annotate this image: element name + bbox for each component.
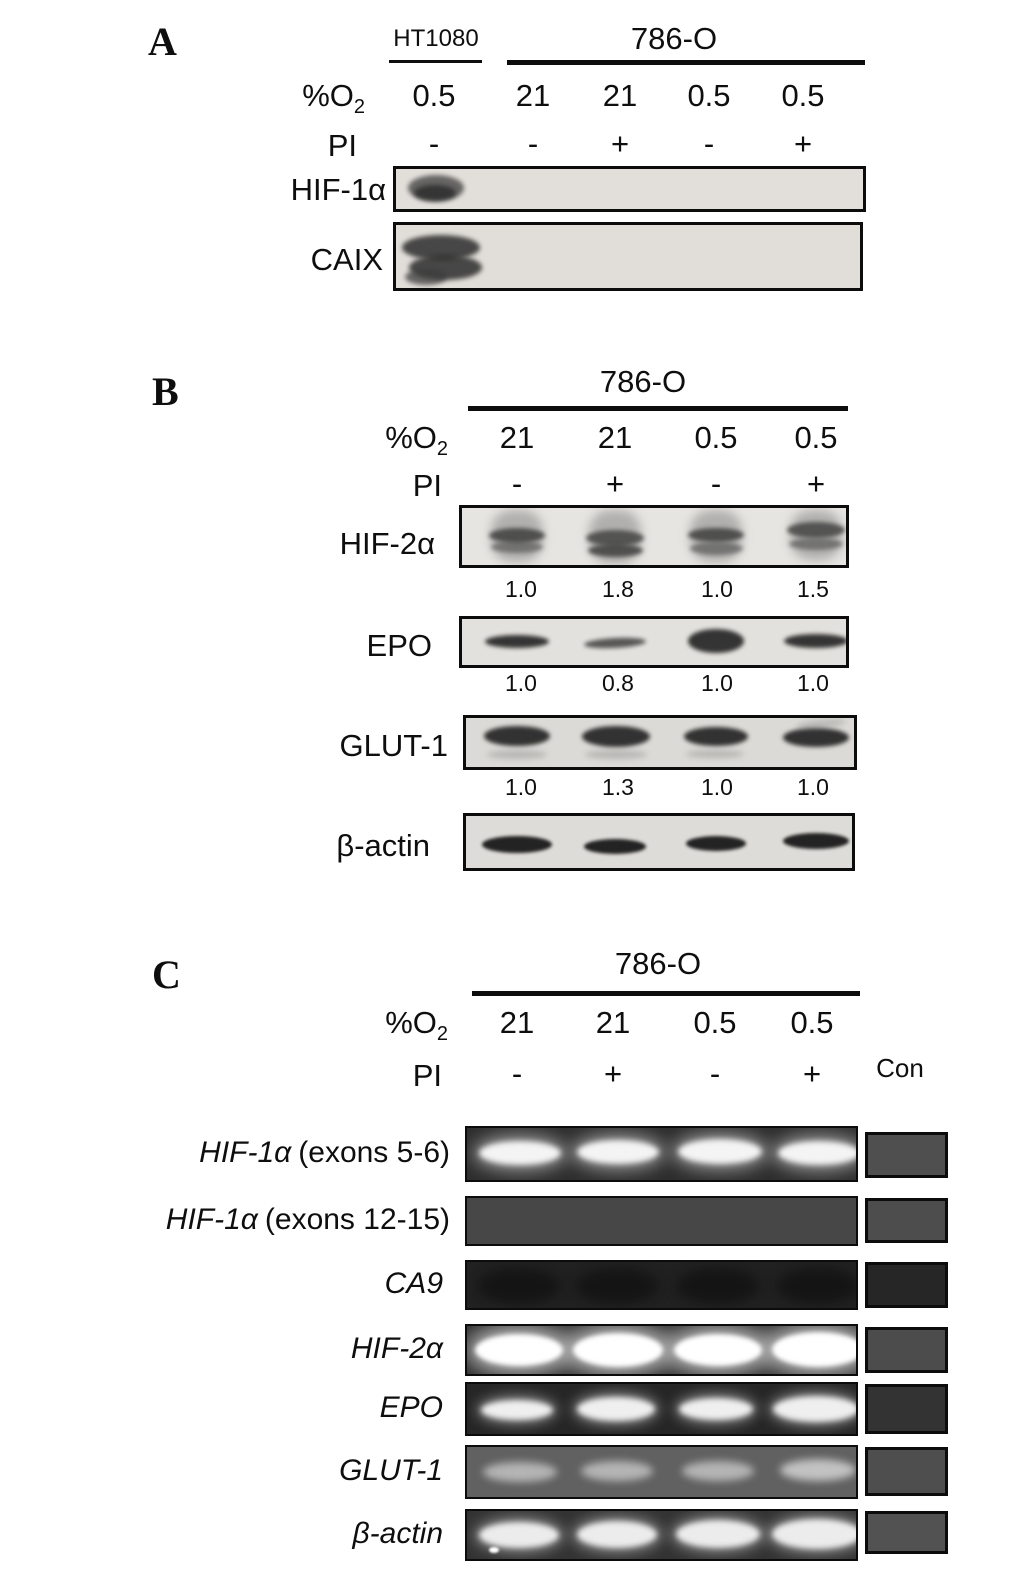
- quant-value: 1.0: [797, 670, 829, 696]
- gene-name: GLUT-1: [339, 1454, 443, 1487]
- o2-value: 0.5: [693, 1005, 737, 1040]
- cell-line-786o-b: 786-O: [599, 364, 687, 399]
- dna-band: [481, 1400, 553, 1420]
- dna-band: [780, 1459, 856, 1481]
- protein-band: [585, 750, 647, 759]
- quant-value: 1.0: [797, 774, 829, 800]
- gel-row-hif2a: [465, 1324, 858, 1376]
- o2-value: 21: [515, 78, 551, 113]
- dna-band: [679, 1398, 753, 1420]
- quant-value: 1.5: [797, 576, 829, 602]
- o2-value: 0.5: [781, 78, 825, 113]
- dna-band: [577, 1397, 655, 1421]
- 786o-underline-a: [507, 60, 865, 65]
- gene-suffix: (exons 12-15): [264, 1203, 450, 1236]
- quant-value: 1.0: [701, 774, 733, 800]
- pi-value: +: [793, 126, 813, 161]
- protein-band: [588, 544, 643, 557]
- pi-value: -: [709, 1056, 721, 1091]
- con-box: [865, 1327, 948, 1373]
- o2-subscript: 2: [436, 438, 448, 461]
- gel-row-hif1a-12-15: [465, 1196, 858, 1246]
- dna-band: [772, 1519, 858, 1549]
- pi-value: +: [610, 126, 630, 161]
- blot-label-epo: EPO: [366, 628, 432, 663]
- pi-value: -: [428, 126, 440, 161]
- pi-value: -: [511, 1056, 523, 1091]
- blot-label-hif2a: HIF-2α: [339, 526, 435, 561]
- con-box: [865, 1511, 948, 1554]
- 786o-underline-b: [468, 406, 848, 411]
- blot-label-bactin: β-actin: [336, 828, 430, 863]
- gel-label-glut1: [60, 1454, 450, 1487]
- cell-line-ht1080: HT1080: [393, 25, 479, 52]
- panel-c-label: C: [152, 952, 181, 997]
- gel-row-epo: [465, 1382, 858, 1436]
- pi-row-label-c: PI: [412, 1058, 442, 1093]
- o2-value: 0.5: [790, 1005, 834, 1040]
- blot-label-caix: CAIX: [310, 242, 383, 277]
- dna-band: [682, 1461, 754, 1481]
- gel-row-hif1a-5-6: [465, 1126, 858, 1182]
- o2-value: 0.5: [412, 78, 456, 113]
- dna-band: [676, 1520, 760, 1548]
- protein-band: [686, 750, 744, 758]
- dna-band: [773, 1396, 858, 1422]
- dna-band: [678, 1139, 762, 1164]
- protein-band: [690, 542, 743, 555]
- ht1080-underline: [389, 60, 482, 63]
- cell-line-786o-c: 786-O: [614, 946, 702, 981]
- protein-band: [487, 750, 547, 759]
- protein-band: [783, 833, 849, 849]
- o2-value: 0.5: [687, 78, 731, 113]
- panel-b-label: B: [152, 369, 179, 414]
- pi-value: -: [527, 126, 539, 161]
- con-lane-label: Con: [876, 1053, 924, 1083]
- dna-band: [479, 1141, 561, 1165]
- gene-name: HIF-1α: [165, 1203, 258, 1236]
- 786o-underline-c: [472, 991, 860, 996]
- gene-name: HIF-1α: [199, 1136, 292, 1169]
- gene-name: β-actin: [352, 1517, 443, 1550]
- protein-band: [688, 528, 744, 542]
- pi-value: -: [511, 466, 523, 501]
- western-blot-hif2a: [459, 505, 849, 568]
- dna-band: [489, 1547, 499, 1553]
- gel-label-hif2a: [60, 1332, 450, 1365]
- quant-value: 1.0: [701, 576, 733, 602]
- o2-row-label-b: [330, 422, 448, 459]
- quant-value: 1.0: [505, 576, 537, 602]
- blot-label-glut1: GLUT-1: [339, 728, 448, 763]
- western-blot-epo: [459, 616, 849, 668]
- pi-value: -: [703, 126, 715, 161]
- protein-band: [784, 634, 848, 648]
- panel-a-label: A: [148, 19, 177, 64]
- blot-label-hif1a: HIF-1α: [290, 172, 386, 207]
- pi-value: +: [806, 466, 826, 501]
- con-box: [865, 1198, 948, 1243]
- protein-band: [482, 836, 552, 853]
- protein-band: [688, 629, 744, 653]
- con-box: [865, 1262, 948, 1308]
- gene-suffix: (exons 5-6): [298, 1136, 450, 1169]
- pi-row-label-a: PI: [327, 128, 357, 163]
- protein-band: [787, 522, 845, 538]
- protein-band: [491, 541, 543, 553]
- o2-row-label-a: [240, 80, 365, 117]
- con-box: [865, 1447, 948, 1496]
- western-blot-caix: [393, 222, 863, 291]
- protein-band: [414, 185, 456, 201]
- western-blot-glut1: [463, 715, 857, 770]
- o2-text: %O: [385, 420, 437, 455]
- gel-label-hif1a-12-15: [60, 1203, 450, 1236]
- o2-text: %O: [385, 1005, 437, 1040]
- dna-band: [573, 1333, 663, 1367]
- gene-name: CA9: [384, 1267, 443, 1300]
- quant-value: 0.8: [602, 670, 634, 696]
- western-blot-bactin: [463, 813, 855, 871]
- protein-band: [484, 726, 550, 746]
- protein-band: [405, 269, 447, 285]
- gel-label-bactin: [60, 1517, 450, 1550]
- gel-label-epo: [60, 1391, 450, 1424]
- quant-value: 1.0: [505, 774, 537, 800]
- pi-value: +: [605, 466, 625, 501]
- o2-value: 21: [602, 78, 638, 113]
- dna-band: [674, 1334, 762, 1366]
- pi-value: +: [603, 1056, 623, 1091]
- quant-value: 1.8: [602, 576, 634, 602]
- dna-band: [483, 1462, 557, 1482]
- dna-band: [676, 1268, 760, 1304]
- pi-value: -: [710, 466, 722, 501]
- gene-name: HIF-2α: [350, 1332, 443, 1365]
- gel-row-glut1: [465, 1445, 858, 1499]
- o2-subscript: 2: [436, 1023, 448, 1046]
- gel-row-bactin: [465, 1509, 858, 1561]
- o2-value: 21: [597, 420, 633, 455]
- quant-value: 1.0: [701, 670, 733, 696]
- dna-band: [776, 1268, 858, 1304]
- o2-value: 0.5: [794, 420, 838, 455]
- o2-value: 21: [595, 1005, 631, 1040]
- gene-name: EPO: [379, 1391, 443, 1424]
- protein-band: [584, 839, 646, 854]
- gel-label-hif1a-5-6: [60, 1136, 450, 1169]
- dna-band: [577, 1521, 657, 1548]
- protein-band: [582, 726, 650, 747]
- dna-band: [772, 1332, 858, 1367]
- dna-band: [479, 1522, 559, 1548]
- o2-text: %O: [302, 78, 354, 113]
- dna-band: [475, 1334, 563, 1366]
- con-box: [865, 1384, 948, 1434]
- gel-row-ca9: [465, 1260, 858, 1310]
- protein-band: [783, 728, 849, 747]
- protein-band: [686, 836, 746, 851]
- o2-value: 0.5: [694, 420, 738, 455]
- dna-band: [575, 1268, 659, 1304]
- protein-band: [684, 727, 748, 746]
- protein-band: [584, 636, 646, 649]
- pi-row-label-b: PI: [412, 468, 442, 503]
- cell-line-786o-a: 786-O: [630, 21, 718, 56]
- western-blot-hif1a: [393, 166, 866, 212]
- protein-band: [485, 635, 549, 648]
- pi-value: +: [802, 1056, 822, 1091]
- dna-band: [581, 1461, 653, 1481]
- o2-row-label-c: [330, 1007, 448, 1044]
- dna-band: [477, 1268, 561, 1304]
- quant-value: 1.0: [505, 670, 537, 696]
- gel-label-ca9: [60, 1267, 450, 1300]
- o2-value: 21: [499, 420, 535, 455]
- o2-value: 21: [499, 1005, 535, 1040]
- o2-subscript: 2: [353, 96, 365, 119]
- protein-band: [789, 538, 843, 550]
- dna-band: [577, 1140, 659, 1164]
- quant-value: 1.3: [602, 774, 634, 800]
- dna-band: [778, 1141, 858, 1165]
- con-box: [865, 1132, 948, 1178]
